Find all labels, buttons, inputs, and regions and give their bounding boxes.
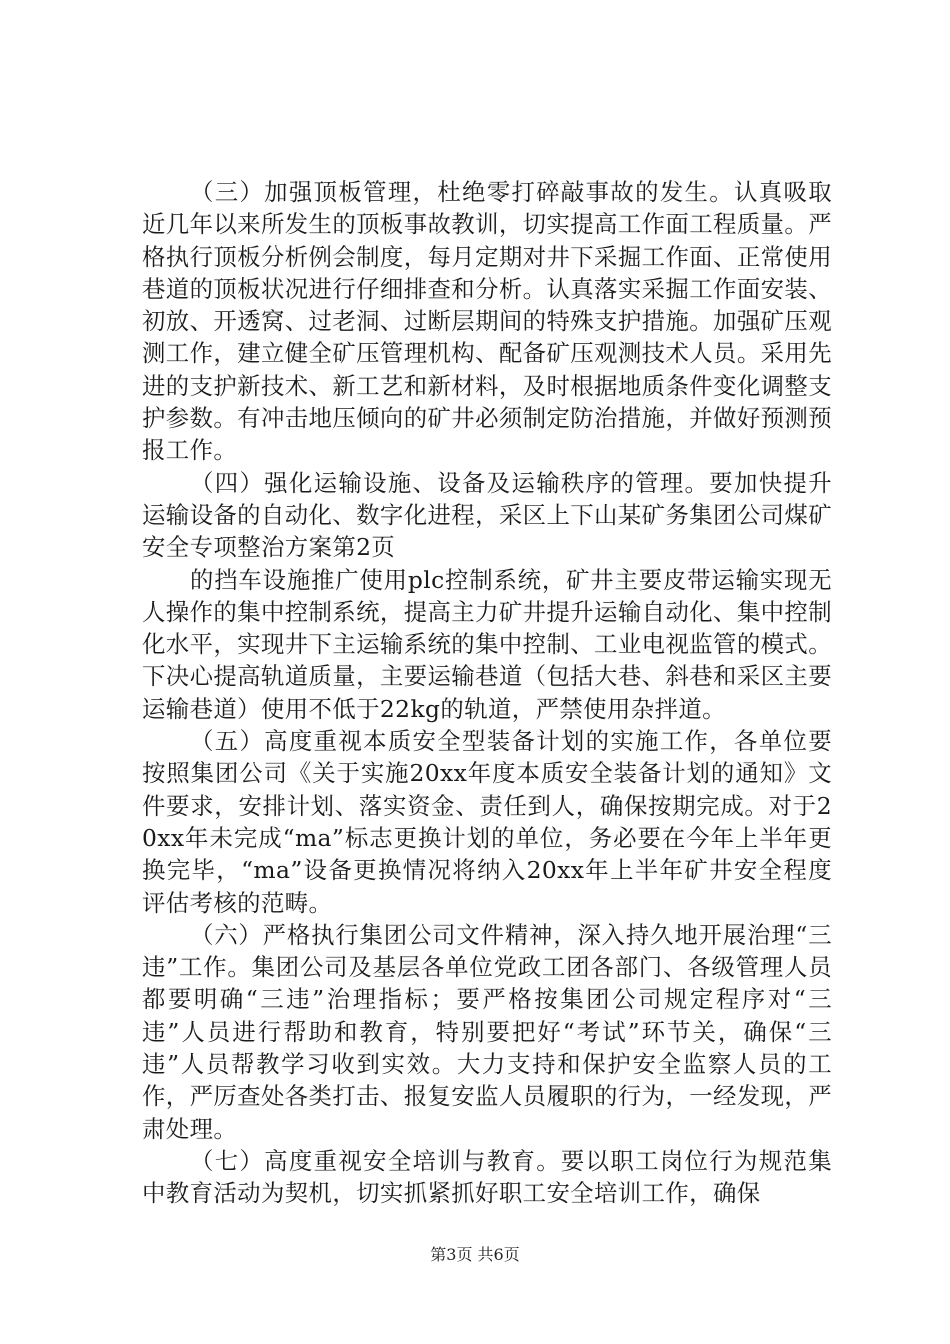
paragraph-roof-management: （三）加强顶板管理，杜绝零打碎敲事故的发生。认真吸取近几年以来所发生的顶板事故教训，切实提高工作面工程质量。严格执行顶板分析例会制度，每月定期对井下采掘工作面、正常使用巷道的顶板状况进行仔细排查和分析。认真落实采掘工作面安装、初放、开透窝、过老洞、过断层期间的特殊支护措施。加强矿压观测工作，建立健全矿压管理机构、配备矿压观测技术人员。采用先进的支护新技术、新工艺和新材料，及时根据地质条件变化调整支护参数。有冲击地压倾向的矿井必须制定防治措施，并做好预测预报工作。: [142, 178, 832, 465]
paragraph-transport-continued: 的挡车设施推广使用plc控制系统，矿井主要皮带运输实现无人操作的集中控制系统，提高主力矿井提升运输自动化、集中控制化水平，实现井下主运输系统的集中控制、工业电视监管的模式。下决心提高轨道质量，主要运输巷道（包括大巷、斜巷和采区主要运输巷道）使用不低于22kg的轨道，严禁使用杂拌道。: [142, 565, 832, 723]
document-body: [142, 176, 832, 1210]
page-number-footer: 第3页 共6页: [430, 1245, 520, 1264]
paragraph-transport-management: （四）强化运输设施、设备及运输秩序的管理。要加快提升运输设备的自动化、数字化进程，采区上下山某矿务集团公司煤矿安全专项整治方案第2页: [142, 468, 832, 562]
paragraph-safety-equipment: （五）高度重视本质安全型装备计划的实施工作，各单位要按照集团公司《关于实施20xx年度本质安全装备计划的通知》文件要求，安排计划、落实资金、责任到人，确保按期完成。对于20xx年未完成“ma”标志更换计划的单位，务必要在今年上半年更换完毕，“ma”设备更换情况将纳入20xx年上半年矿井安全程度评估考核的范畴。: [142, 727, 832, 917]
paragraph-three-violations: （六）严格执行集团公司文件精神，深入持久地开展治理“三违”工作。集团公司及基层各单位党政工团各部门、各级管理人员都要明确“三违”治理指标；要严格按集团公司规定程序对“三违”人员进行帮助和教育，特别要把好“考试”环节关，确保“三违”人员帮教学习收到实效。大力支持和保护安全监察人员的工作，严厉查处各类打击、报复安监人员履职的行为，一经发现，严肃处理。: [142, 920, 832, 1143]
paragraph-safety-training: （七）高度重视安全培训与教育。要以职工岗位行为规范集中教育活动为契机，切实抓紧抓好职工安全培训工作，确保: [142, 1146, 832, 1208]
